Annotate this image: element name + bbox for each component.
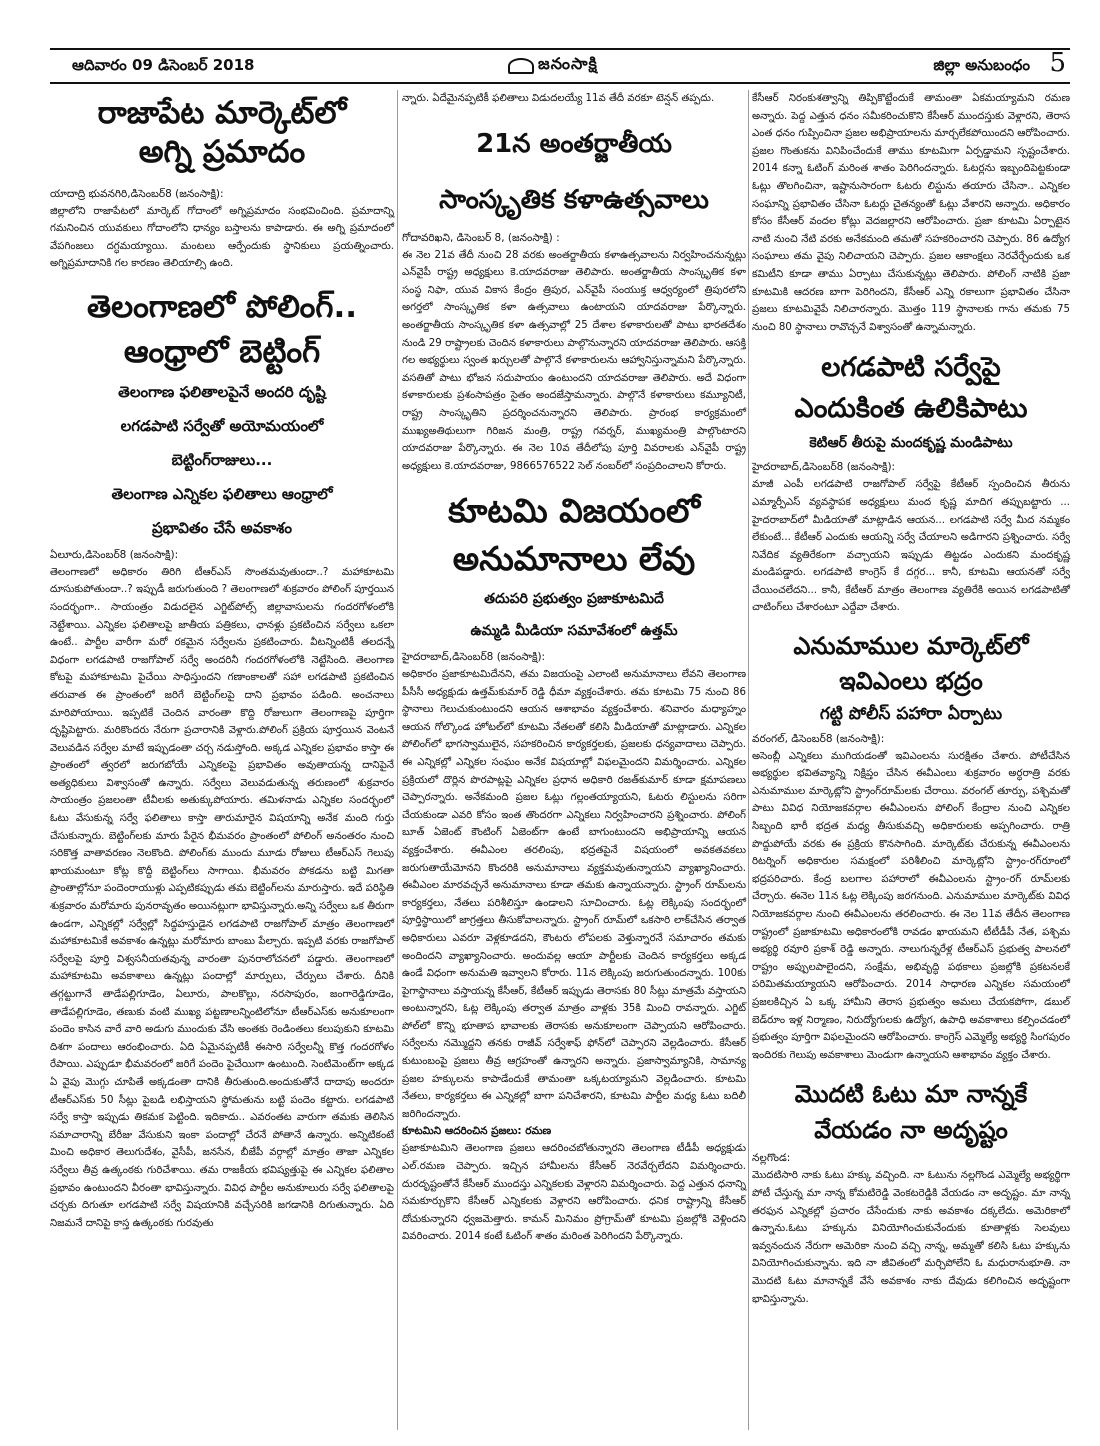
logo-text: జనంసాక్షి	[538, 54, 598, 73]
article-market-fire	[50, 94, 394, 273]
headline-line: ఎందుకింత ఉలికిపాటు	[794, 392, 1028, 424]
headline	[402, 487, 746, 583]
headline-line: 21న అంతర్జాతీయ	[476, 128, 672, 159]
masthead-top-rule	[50, 48, 1070, 50]
article-body: ఈ నెల 21వ తేదీ నుంచి 28 వరకు అంతర్జాతీయ కళాఉత్సవాలను నిర్వహించనున్నట్లు ఎన్‌వైపీ రాష్ట్ర అధ్యక్షులు కె.యాదవరాజు తెలిపారు. అంతర్జాతీయ సాంస్కృతిక కళా సంస్థ నిఫా, యువ వికాస కేంద్రం త్రిపుర, ఎన్‌వైపీ సంయుక్త ఆధ్వర్యంలో త్రిపురలోని అగర్తలో సాంస్కృతిక కళా ఉత్సవాలు ఉంటాయని యాదవరాజు పేర్కొన్నారు. అంతర్జాతీయ సాంస్కృతిక కళా ఉత్సవాల్లో 25 దేశాల కళాకారులతో పాటు భారతదేశం నుండి 29 రాష్ట్రాలకు చెందిన కళాకారులు పాల్గొనున్నారని యాదవరాజు తెలిపారు. ఆసక్తి గల అభ్యర్థులు స్వంత ఖర్చులతో పాల్గొనే కళాకారులను ఆహ్వానిస్తున్నామని పేర్కొన్నారు. వసతితో పాటు భోజన సదుపాయం ఉంటుందని యాదవరాజు తెలిపారు. అదే విధంగా కళాకారులకు ప్రశంసాపత్రం సైతం అందజేస్తామన్నారు. పాల్గొనే కళాకారులు కమ్యూనిటీ, రాష్ట్ర సాంస్కృతిని ప్రదర్శించనున్నారని తెలిపారు. ప్రారంభ కార్యక్రమంలో ముఖ్యఅతిథులుగా గిరిజన మంత్రి, రాష్ట్ర గవర్నర్‌, ముఖ్యమంత్రి పాల్గొంటారని యాదవరాజు పేర్కొన్నారు. ఈ నెల 10వ తేదీలోపు పూర్తి వివరాలకు ఎన్‌వైపీ రాష్ట్ర అధ్యక్షులు కె.యాదవరాజు, 9866576522 సెల్‌ నంబర్‌లో సంప్రదించాలని కోరారు.	[402, 249, 746, 472]
article-continuation: కేసీఆర్‌ నిరంకుశత్వాన్ని తిప్పికొట్టేందుకే తామంతా ఏకమయ్యామని రమణ అన్నారు. పెద్ద ఎత్తున ధనం సమీకరించుకొని కేసీఆర్‌ ముందస్తుకు వెళ్లారని, తెరాస ఎంత ధనం గుప్పించినా ప్రజల అభిప్రాయాలను మార్చలేకపోయిందని ఆరోపించారు. ప్రజల గొంతుకను వినిపించేందుకే తాము కూటమిగా ఏర్పడ్డామని స్పష్టంచేశారు. 2014 కన్నా ఓటింగ్‌ మరింత శాతం పెరిగిందన్నారు. ఓటర్లను ఇబ్బందిపెట్టకుండా ఓట్లు తొలగించినా, ఇష్టానుసారంగా ఓటరు లిస్టును తయారు చేసినా.. ఎన్నికల సంఘాన్ని ప్రభావితం చేసినా ఓటర్లు చైతన్యంతో ఓట్లు వేశారని అన్నారు. అధికారం కోసం కేసీఆర్‌ వందల కోట్లు వెదజల్లారని ఆరోపించారు. ప్రజా కూటమి ఏర్పాటైన నాటి నుంచి నేటి వరకు అనేకమంది తమతో సహకరించారని చెప్పారు. 86 ఉద్యోగ సంఘాలు తమ వైపు నిలిచాయని చెప్పారు. ప్రజల ఆకాంక్షలు నెరవేర్చేందుకు ఒక కమిటీని కూడా తాము ఏర్పాటు చేసుకున్నట్లు తెలిపారు. పోలింగ్‌ నాటికి ప్రజా కూటమికి ఆదరణ బాగా పెరిగిందని, కేసీఆర్‌ ఎన్ని రకాలుగా ప్రభావితం చేసినా ప్రజలు కూటమివైపే నిలిచారన్నారు. మొత్తం 119 స్థానాలకు గాను తమకు 75 నుంచి 80 స్థానాలు రావొచ్చనే విశ్వాసంతో ఉన్నామన్నారు.	[752, 93, 1070, 333]
headline-line: వేయడం నా అదృష్టం	[814, 1116, 1008, 1145]
article-lagadapati-survey	[752, 348, 1070, 617]
subheadline: గట్టి పోలీస్‌ పహారా ఏర్పాటు	[819, 703, 1003, 724]
dateline: ఏలూరు,డిసెంబర్‌8 (జనంసాక్షి):	[50, 548, 179, 561]
headline-line: లగడపాటి సర్వేపై	[821, 352, 1001, 384]
masthead-bottom-rule	[50, 82, 1070, 84]
subheadline-line: ఉమ్మడి మీడియా సమావేశంలో ఉత్తమ్‌	[470, 623, 678, 639]
headline-line: తెలంగాణలో పోలింగ్‌..	[86, 288, 358, 325]
subheadline-line: తెలంగాణ ఫలితాలపైనే అందరి దృష్టి	[118, 382, 326, 401]
article-body: మాజీ ఎంపీ లగడపాటి రాజగోపాల్‌ సర్వేపై కేటీఆర్‌ స్పందించిన తీరును ఎమ్మార్పీఎస్‌ వ్యవస్థాపక అధ్యక్షులు మంద కృష్ణ మాదిగ తప్పుబట్టారు ... హైదరాబాద్‌లో మీడియాతో మాట్లాడిన ఆయన... లగడపాటి సర్వే మీద నమ్మకం లేకుంటే... కేటీఆర్‌ ఎందుకు ఆయన్ని సర్వే చేయాలని అడిగారని ప్రశ్నించారు. సర్వే నివేదిక వ్యతిరేకంగా వచ్చాయని ఇప్పుడు తిట్టడం ఎందుకని మందకృష్ణ మండిపడ్డారు. లగడపాటి కాంగ్రెస్‌ కే దగ్గర... కానీ, కూటమి ఆయనతో సర్వే చేయించలేదని... కానీ, కేటీఆర్‌ మాత్రం తెలంగాణ వ్యతిరేకి అయిన లగడపాటితో చాటింగ్‌లు చేశారంటూ ఎద్దేవా చేశారు.	[752, 479, 1070, 614]
headline	[752, 348, 1070, 429]
dateline: హైదరాబాద్‌,డిసెంబర్‌8 (జనంసాక్షి):	[402, 651, 546, 663]
subheadline	[402, 583, 746, 647]
headline-line: ఎనుమాముల మార్కెట్‌లో	[793, 632, 1029, 661]
column-divider	[748, 90, 749, 1430]
subheadline: కెటిఆర్‌ తీరుపై మందకృష్ణ మండిపాటు	[809, 435, 1013, 452]
column-2	[402, 90, 746, 1246]
article-cultural-festival	[402, 116, 746, 476]
headline	[50, 285, 394, 375]
article-alliance-victory	[402, 487, 746, 1246]
headline-line: అనుమానాలు లేవు	[452, 539, 696, 579]
issue-date: ఆదివారం 09 డిసెంబర్ 2018	[72, 56, 255, 74]
article-polling-betting	[50, 285, 394, 1232]
article-body: ప్రజాకూటమిని తెలంగాణ ప్రజలు ఆదరించబోతున్నారని తెలంగాణ టీడీపీ అధ్యక్షుడు ఎల్‌.రమణ చెప్పారు. ఇచ్చిన హామీలను కేసీఆర్‌ నెరవేర్చలేదని విమర్శించారు. దురదృష్టంతోనే కేసీఆర్‌ ముందస్తు ఎన్నికలకు వెళ్లారని విమర్శించారు. పెద్ద ఎత్తున ధనాన్ని సమకూర్చుకొని కేసీఆర్‌ ఎన్నికలకు వెళ్లారని ఆరోపించారు. ధనిక రాష్ట్రాన్ని కేసీఆర్‌ దోచుకున్నారని ధ్వజమెత్తారు. కామన్‌ మినిమం ప్రోగ్రామ్‌తో కూటమి ప్రజల్లోకి వెళ్లిందని వివరించారు. 2014 కంటే ఓటింగ్‌ శాతం మరింత పెరిగిందని పేర్కొన్నారు.	[402, 1143, 746, 1243]
headline-line: ఆంధ్రాలో బెట్టింగ్‌	[123, 333, 321, 370]
article-body: మొదటిసారి నాకు ఓటు హక్కు వచ్చింది. నా ఓటును నల్లగొండ ఎమ్మెల్యే అభ్యర్థిగా పోటీ చేస్తున్న మా నాన్న కోమటిరెడ్డి వెంకటరెడ్డికి వేయడం నా అదృష్టం. మా నాన్న తరఫున ఎన్నికల్లో ప్రచారం చేసేందుకు నాకు అవకాశం దక్కలేదు. అమెరికాలో ఉన్నాను.ఓటు హక్కును వినియోగించుకునేందుకు కూతాళ్లకు సెలవులు ఇవ్వనందున నేరుగా అమెరికా నుంచి వచ్చి నాన్న, అమ్మతో కలిసి ఓటు హక్కును వినియోగించుకున్నాను. ఇది నా జీవితంలో మర్చిపోలేని ఓ మధురానుభూతి. నా మొదటి ఓటు మానాన్నకే వేసే అవకాశం నాకు దేవుడు కలిగించిన అదృష్టంగా భావిస్తున్నాను.	[752, 1170, 1070, 1305]
headline	[752, 629, 1070, 699]
headline-line: మొదటి ఓటు మా నాన్నకే	[794, 1080, 1028, 1109]
subheadline	[50, 375, 394, 545]
column-3	[752, 90, 1070, 1308]
headline-line: రాజాపేట మార్కెట్‌లో	[97, 95, 347, 131]
headline-line: సాంస్కృతిక కళాఉత్సవాలు	[439, 184, 709, 215]
section-name: జిల్లా అనుబంధం	[933, 56, 1030, 74]
newspaper-logo	[508, 54, 598, 77]
page-number: 5	[1049, 48, 1066, 78]
article-continuation: న్నారు. ఏదేమైనప్పటికీ ఫలితాలు విడుదలయ్యే 11వ తేదీ వరకూ టెన్షన్‌ తప్పదు.	[402, 93, 715, 104]
subheadline-line: ప్రభావితం చేసే అవకాశం	[152, 518, 292, 537]
dateline: యాదాద్రి భువనగిరి,డిసెంబర్‌8 (జనంసాక్షి):	[50, 187, 224, 200]
dateline: హైదరాబాద్‌,డిసెంబర్‌8 (జనంసాక్షి):	[752, 461, 896, 474]
logo-emblem-icon	[508, 58, 534, 74]
subheadline-line: తదుపరి ప్రభుత్వం ప్రజాకూటమిదే	[484, 591, 664, 607]
subheadline-line: బెట్టింగ్‌రాజులు...	[171, 450, 273, 469]
dateline: గోదావరిఖని, డిసెంబర్‌ 8, (జనంసాక్షి) :	[402, 231, 560, 244]
column-1	[50, 90, 394, 1232]
headline	[50, 94, 394, 172]
inline-subhead: కూటమిని ఆదరించిన ప్రజలు: రమణ	[402, 1125, 552, 1138]
headline-line: అగ్ని ప్రమాదం	[138, 133, 306, 170]
headline	[752, 1076, 1070, 1148]
column-divider	[397, 90, 398, 1430]
headline	[402, 116, 746, 228]
article-evm-security	[752, 629, 1070, 1064]
headline-line: కూటమి విజయంలో	[448, 491, 700, 531]
article-body: అసెంబ్లీ ఎన్నికలు ముగియడంతో ఇవిఎంలను సురక్షితం చేశారు. పోటీచేసిన అభ్యర్థుల భవితవ్యాన్ని నిక్షిప్తం చేసిన ఈవీఎంలు శుక్రవారం అర్ధరాత్రి వరకు ఎనుమాముల మార్కెట్లోని స్ట్రాంగ్‌రూమ్‌లకు చేరాయి. వరంగల్‌ తూర్పు, పశ్చిమతో పాటు వివిధ నియోజకవర్గాల ఈవీఎంలను పోలింగ్‌ కేంద్రాల నుంచి ఎన్నికల సిబ్బంది భారీ భద్రత మధ్య తీసుకువచ్చి అధికారులకు అప్పగించారు. రాత్రి పొద్దుపోయే వరకు ఈ ప్రక్రియ కొనసాగింది. మార్కెట్‌కు చేరుకున్న ఈవీఎంలను రిటర్నింగ్‌ అధికారుల సమక్షంలో పరిశీలించి మార్కెట్లోని స్ట్రాం-రగ్‌రూంలో భద్రపరిచారు. కేంద్ర బలగాల పహారాలో ఈవీఎంలను స్ట్రాం-రగ్‌ రూమ్‌లకు చేర్చారు. ఈనెల 11న ఓట్ల లెక్కింపు జరగనుంది. ఎనుమాముల మార్కెట్‌కు వివిధ నియోజకవర్గాల నుంచి ఈవీఎంలను తరలించారు. ఈ నెల 11వ తేదీన తెలంగాణ రాష్ట్రంలో ప్రజాకూటమి అధికారంలోకి రావడం ఖాయమని టీటీడీపీ నేత, పశ్చిమ అభ్యర్థి రవూరి ప్రకాశ్‌ రెడ్డి అన్నారు. నాలుగున్నరేళ్ల టీఆర్‌ఎస్‌ ప్రభుత్వ పాలనలో రాష్ట్రం అప్పులపాలైందని, సంక్షేమ, అభివృద్ధి పథకాలు ప్రజల్లోకి ప్రకటనలకే పరిమితమయ్యాయని ఆరోపించారు. 2014 సాధారణ ఎన్నికల సమయంలో ప్రజలకిచ్చిన ఏ ఒక్క హామీని తెరాస ప్రభుత్వం అమలు చేయకపోగా, డబుల్‌ బెడ్‌రూం ఇళ్ల నిర్మాణం, నిరుద్యోగులకు ఉద్యోగ, ఉపాధి అవకాశాలు కల్పించడంలో ప్రభుత్వం పూర్తిగా విఫలమైందని ఆరోపించారు. కాంగ్రెస్‌ ఎమ్మెల్యే అభ్యర్థి సింగపురం ఇందిరకు గెలుపు అవకాశాలు మెండుగా ఉన్నాయని ఆశాభావం వ్యక్తం చేశారు.	[752, 750, 1070, 1061]
article-body: జిల్లాలోని రాజాపేటలో మార్కెట్‌ గోదాంలో అగ్నిప్రమాదం సంభవించింది. ప్రమాదాన్ని గమనించిన యువకులు గోదాంలోని ధాన్యం బస్తాలను కాపాడారు. ఈ అగ్ని ప్రమాదంలో వేపగింజలు దగ్ధమయ్యాయి. మంటలు ఆర్పేందుకు స్థానికులు ప్రయత్నించారు. అగ్నిప్రమాదానికి గల కారణం తెలియాల్సి ఉంది.	[50, 205, 394, 270]
masthead	[50, 48, 1070, 84]
article-first-vote	[752, 1076, 1070, 1308]
dateline: నల్లగొండ:	[752, 1152, 791, 1165]
dateline: వరంగల్‌, డిసెంబర్‌8 (జనంసాక్షి):	[752, 732, 885, 745]
newspaper-page	[40, 0, 1080, 1446]
subheadline-line: తెలంగాణ ఎన్నికల ఫలితాలు ఆంధ్రాలో	[111, 484, 333, 503]
headline-line: ఇవిఎంలు భద్రం	[839, 666, 983, 695]
article-body: అధికారం ప్రజాకూటమిదేనని, తమ విజయంపై ఎలాంటి అనుమానాలు లేవని తెలంగాణ పీసీసీ అధ్యక్షుడు ఉత్తమ్‌కుమార్‌ రెడ్డి ధీమా వ్యక్తంచేశారు. తమ కూటమి 75 నుంచి 86 స్థానాలు గెలుచుకుంటుందని ఆయన ఆశాభావం వ్యక్తంచేశారు. శనివారం మధ్యాహ్నం ఆయన గోల్కొండ హోటల్‌లో కూటమి నేతలతో కలిసి మీడియాతో మాట్లాడారు. ఎన్నికల పోలింగ్‌లో భాగస్వాములైన, సహకరించిన కార్యకర్తలకు, ప్రజలకు ధన్యవాదాలు చెప్పారు. ఈ ఎన్నికల్లో ఎన్నికల సంఘం అనేక విషయాల్లో విఫలమైందని విమర్శించారు. ఎన్నికల ప్రక్రియలో దొర్లిన పొరపాట్లపై ఎన్నికల ప్రధాన అధికారి రజత్‌కుమార్‌ కూడా క్షమాపణలు చెప్పారన్నారు. అనేకమంది ప్రజల ఓట్లు గల్లంతయ్యాయని, ఓటరు లిస్టులను సరిగా చేయకుండా ఎవరి కోసం ఇంత తొందరగా ఎన్నికలు నిర్వహించారని ప్రశ్నించారు. పోలింగ్‌ బూత్‌ ఏజెంట్‌ కౌంటింగ్‌ ఏజెంట్‌గా ఉంటే బాగుంటుందని అభిప్రాయాన్ని ఆయన వ్యక్తంచేశారు. ఈవీఎంల తరలింపు, భద్రతపైనే విషయంలో అవకతవకలు జరుగుతాయేమోనని కొందరికి అనుమానాలు వ్యక్తమవుతున్నాయని వ్యాఖ్యానించారు. ఈవీఎంల మారవచ్చనే అనుమానాలు కూడా తమకు ఉన్నాయన్నారు. స్ట్రాంగ్‌ రూమ్‌లను కార్యకర్తలు, నేతలు పరిశీలిస్తూ ఉండాలని సూచించారు. ఓట్ల లెక్కింపు సందర్భంలో పూర్తిస్థాయిలో జాగ్రత్తలు తీసుకోవాలన్నారు. స్ట్రాంగ్‌ రూమ్‌లో ఒకసారి లాక్‌చేసిన తర్వాత అధికారులు ఎవరూ వెళ్లకూడదని, కౌంటరు లోపలకు వెళ్తున్నారనే సమాచారం తమకు అందిందని వ్యాఖ్యానించారు. అందువల్ల ఆయా పార్టీలకు చెందిన కార్యకర్తలు అక్కడ ఉండే విధంగా అనుమతి ఇవ్వాలని కోరారు. 11న లెక్కింపు జరుగుతుందన్నారు. 100కు పైగాస్థానాలు వస్తాయన్న కేసీఆర్‌, కేటీఆర్‌ ఇప్పుడు తెరాసకు 80 సీట్లు మాత్రమే వస్తాయని అంటున్నారని, ఓట్ల లెక్కింపు తర్వాత మాత్రం వాళ్లకు 35కి మించి రావన్నారు. ఎగ్జిట్‌ పోల్‌లో కొన్ని భూతాప భావాలకు తెరాసకు అనుకూలంగా చెప్పాయని ఆరోపించారు. సర్వేలను నమ్మొద్దని తనకు రాజీవ్‌ సర్వేశాఫ్‌ ఫోన్‌లో చెప్పారని వెల్లడించారు. కేసీఆర్‌ కుటుంబంపై ప్రజలు తీవ్ర ఆగ్రహంతో ఉన్నారని అన్నారు. ప్రజాస్వామ్యానికి, సామాన్య ప్రజల హక్కులను కాపాడేందుకే తామంతా ఒక్కటయ్యామని వెల్లడించారు. కూటమి నేతలు, కార్యకర్తలు ఈ ఎన్నికల్లో బాగా పనిచేశారని, కూటమి పార్టీల మధ్య ఓటు బదిలీ జరిగిందన్నారు.	[402, 669, 746, 1120]
subheadline-line: లగడపాటి సర్వేతో అయోమయంలో	[120, 416, 324, 435]
article-body: తెలంగాణలో అధికారం తిరిగి టీఆర్‌ఎస్‌ సొంతమవుతుందా..? మహాకూటమి దూసుకుపోతుందా..? ఇప్పుడీ జరుగుతుంది ? తెలంగాణలో శుక్రవారం పోలింగ్‌ పూర్తయిన సందర్భంగా.. సాయంత్రం విడుదలైన ఎగ్జిట్‌పోల్స్‌ జిల్లావాసులను గందరగోళంలోకి నెట్టేశాయి. ఎన్నికల ఫలితాలపై జాతీయ పత్రికలు, ఛానళ్లు ప్రకటించిన సర్వేలు ఒకలా ఉంటే.. పార్టీల వారీగా మరో రకమైన సర్వేలను ప్రకటించారు. వీటన్నింటికీ తలదన్నే విధంగా లగడపాటి రాజగోపాల్‌ సర్వే అందరినీ గందరగోళంలోకి నెట్టేసింది. తెలంగాణ కోటపై మహాకూటమి పైచేయి సాధిస్తుందని గణాంకాలతో సహా లగడపాటి ప్రకటించిన తరువాత ఈ ప్రాంతంలో జరిగే బెట్టింగ్‌లపై దాని ప్రభావం పడింది. అంచనాలు మారిపోయాయి. ఇప్పటికే చెందిన వారంతా కొద్ది రోజులుగా తెలంగాణపై పూర్తిగా దృష్టిపెట్టారు. మరికొందరు నేరుగా ప్రచారానికి వెళ్లారు.పోలింగ్‌ ప్రక్రియ పూర్తయిన వెంటనే వెలువడిన సర్వేల మాటే ఇప్పుడంతా చర్చ నడుస్తోంది. అక్కడ ఎన్నికల ప్రభావం కాస్తా ఈ ప్రాంతంలో త్వరలో జరుగబోయే ఎన్నికలపై ప్రభావితం అవుతాయన్న దానిపైనే అత్యధికులు విశ్వాసంతో ఉన్నారు. సర్వేలు వెలువడుతున్న తరుణంలో శుక్రవారం సాయంత్రం ప్రజలంతా టీవీలకు అతుక్కుపోయారు. తమిళనాడు ఎన్నికల సందర్భంలో ఓటు వేసుకున్న సర్వే ఫలితాలు కాస్తా తారుమారైన విషయాన్ని అనేక మంది గుర్తు చేసుకున్నారు. బెట్టింగ్‌లకు మారు పేరైన భీమవరం ప్రాంతంలో పోలింగ్‌ అనంతరం నుంచి సరికొత్త వాతావరణం నెలకొంది. పోలింగ్‌కు ముందు మూడు రోజులు టీఆర్‌ఎస్‌ గెలుపు ఖాయమంటూ కోట్ల కొద్దీ బెట్టింగ్‌లు సాగాయి. భీమవరం పోకడను బట్టి మిగతా ప్రాంతాల్లోనూ పందెంరాయుళ్లు ఎప్పటికప్పుడు తమ బెట్టింగ్‌లను మారుస్తారు. ఇదే పరిస్థితి శుక్రవారం మరోమారు పునరావృతం అయినట్లుగా భావిస్తున్నారు.అన్ని సర్వేలు ఒక తీరుగా ఉండగా, ఎన్నికల్లో సర్వేల్లో సిద్ధహస్తుడైన లగడపాటి రాజగోపాల్‌ మాత్రం తెలంగాణలో మహాకూటమికే అవకాశం ఉన్నట్లు మరోమారు బాంబు పేల్చారు. ఇప్పటి వరకు రాజగోపాల్‌ సర్వేలపై పూర్తి విశ్వసనీయతవున్న వారంతా పునరాలోచనలో పడ్డారు. తెలంగాణలో మహాకూటమి అవకాశాలు ఉన్నట్లు పందాల్లో మార్పులు, చేర్పులు చేశారు. దీనికి తగ్గట్టుగానే తాడేపల్లిగూడెం, ఏలూరు, పాలకొల్లు, నరసాపురం, జంగారెడ్డిగూడెం, తాడేపల్లిగూడెం, తణుకు వంటి ముఖ్య పట్టణాలన్నింటిలోనూ టీఆర్‌ఎస్‌కు అనుకూలంగా పందెం కాసిన వారే వారి అడుగు ముందుకు వేసి అంతకు రెండింతలు కలుపుకుని కూటమి దిశగా పందాలు ఆరంభించారు. ఏది ఏమైనప్పటికీ ఈసారి సర్వేలన్నీ కొత్త గందరగోళం రేపాయి. ఎప్పుడూ భీమవరంలో జరిగే పందెం పైచేయిగా ఉంటుంది. సెంటిమెంట్‌గా అక్కడ ఏ వైపు మొగ్గు చూపితే అక్కడంతా దానికి తీరుతుంది.అందుకుతోనే దాదాపు అందరూ టీఆర్‌ఎస్‌కు 50 సీట్లు పైబడి లభిస్తాయని స్థోమతును బట్టి పందెం కట్టారు. లగడపాటి సర్వే కాస్తా ఇప్పుడు తికమక పెట్టింది. ఇదికాదు.. ఎవరంతట వారుగా తమకు తెలిసిన సమాచారాన్ని బేరీజు వేసుకుని ఇంకా పందాల్లో చేరనే పోతానే ఉన్నారు. అన్నిటికంటే మించి అధికార తెలుగుదేశం, వైసీపీ, జనసేన, బీజేపీ వర్గాల్లో మాత్రం తాజా ఎన్నికల సర్వేలు తీవ్ర ఉత్కంఠకు గురిచేశాయి. తమ రాజకీయ భవిష్యత్తుపై ఈ ఎన్నికల ఫలితాల ప్రభావం ఉంటుందని వీరంతా భావిస్తున్నారు. వివిధ పార్టీల అనుకూలురు సర్వే ఫలితాలపై చర్చకు దిగుతూ లగడపాటి సర్వే విషయానికి వచ్చేసరికి జగడానికి దిగుతున్నారు. ఏది నిజమనే దానిపై కాస్త ఉత్కంఠకు గురవుతు	[50, 566, 394, 1229]
